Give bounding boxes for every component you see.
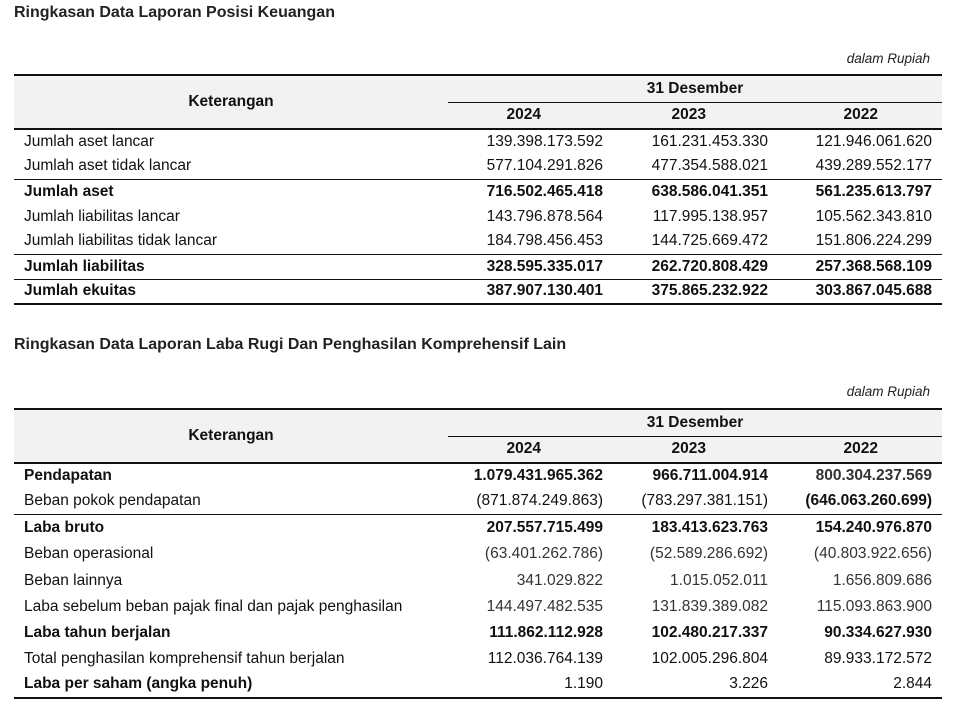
table-row bbox=[14, 489, 942, 515]
cell-value: 2.844 bbox=[778, 672, 942, 698]
cell-value: 375.865.232.922 bbox=[613, 279, 778, 304]
row-label: Laba bruto bbox=[14, 515, 448, 541]
financial-position-table bbox=[14, 74, 942, 305]
row-label: Beban pokok pendapatan bbox=[24, 492, 201, 510]
profit-loss-table bbox=[14, 408, 942, 699]
row-label: Laba per saham (angka penuh) bbox=[14, 672, 448, 698]
cell-value: 966.711.004.914 bbox=[652, 467, 768, 485]
cell-value: 90.334.627.930 bbox=[824, 624, 932, 642]
cell-value: 341.029.822 bbox=[516, 571, 603, 589]
cell-value: 102.005.296.804 bbox=[651, 649, 768, 667]
cell-value: 303.867.045.688 bbox=[778, 279, 942, 304]
cell-value: (40.803.922.656) bbox=[813, 544, 932, 562]
header-year-2023: 2023 bbox=[613, 436, 778, 463]
row-label: Pendapatan bbox=[24, 467, 112, 485]
cell-value: (646.063.260.699) bbox=[805, 492, 932, 510]
cell-value: 257.368.568.109 bbox=[778, 254, 942, 279]
row-label: Jumlah liabilitas tidak lancar bbox=[24, 232, 217, 250]
cell-value: 716.502.465.418 bbox=[448, 179, 613, 204]
section2-title: Ringkasan Data Laporan Laba Rugi Dan Penghasilan Komprehensif Lain bbox=[14, 336, 567, 353]
cell-value: 112.036.764.139 bbox=[487, 649, 603, 667]
row-label: Laba tahun berjalan bbox=[24, 624, 171, 642]
cell-value: 184.798.456.453 bbox=[486, 232, 603, 250]
cell-value: (871.874.249.863) bbox=[476, 492, 603, 510]
cell-value: 115.093.863.900 bbox=[816, 598, 932, 616]
cell-value: 131.839.389.082 bbox=[651, 598, 768, 616]
cell-value: 139.398.173.592 bbox=[486, 133, 603, 150]
cell-value: 144.725.669.472 bbox=[651, 232, 768, 250]
row-label: Jumlah ekuitas bbox=[14, 279, 448, 304]
cell-value: 3.226 bbox=[613, 672, 778, 698]
cell-value: 387.907.130.401 bbox=[448, 279, 613, 304]
section1-title: Ringkasan Data Laporan Posisi Keuangan bbox=[14, 4, 335, 21]
table-row bbox=[14, 179, 942, 204]
row-label: Jumlah aset lancar bbox=[24, 133, 155, 150]
cell-value: 262.720.808.429 bbox=[613, 254, 778, 279]
header-year-2022: 2022 bbox=[778, 436, 942, 463]
header-period: 31 Desember bbox=[448, 409, 942, 436]
cell-value: 1.190 bbox=[448, 672, 613, 698]
table-row bbox=[14, 279, 942, 304]
cell-value: 151.806.224.299 bbox=[815, 232, 932, 250]
row-label: Jumlah aset tidak lancar bbox=[24, 157, 192, 175]
cell-value: 89.933.172.572 bbox=[824, 649, 932, 667]
table-row bbox=[14, 154, 942, 179]
header-year-2023: 2023 bbox=[613, 102, 778, 129]
header-keterangan: Keterangan bbox=[14, 75, 448, 129]
section1-unit: dalam Rupiah bbox=[846, 51, 930, 66]
cell-value: 439.289.552.177 bbox=[815, 157, 932, 175]
table-row bbox=[14, 254, 942, 279]
header-year-2022: 2022 bbox=[778, 102, 942, 129]
row-label: Beban operasional bbox=[24, 544, 154, 562]
cell-value: 161.231.453.330 bbox=[651, 133, 768, 150]
cell-value: 477.354.588.021 bbox=[651, 157, 768, 175]
header-period: 31 Desember bbox=[448, 75, 942, 102]
table-row bbox=[14, 672, 942, 698]
table-row bbox=[14, 515, 942, 541]
cell-value: 1.015.052.011 bbox=[670, 571, 768, 589]
table-row bbox=[14, 463, 942, 489]
cell-value: 800.304.237.569 bbox=[815, 467, 932, 485]
cell-value: 577.104.291.826 bbox=[486, 157, 603, 175]
table-row bbox=[14, 567, 942, 594]
cell-value: 143.796.878.564 bbox=[486, 207, 603, 225]
cell-value: 144.497.482.535 bbox=[486, 598, 603, 616]
table-row bbox=[14, 204, 942, 229]
header-keterangan: Keterangan bbox=[14, 409, 448, 463]
header-year-2024: 2024 bbox=[448, 436, 613, 463]
table-row bbox=[14, 129, 942, 154]
row-label: Laba sebelum beban pajak final dan pajak penghasilan bbox=[24, 598, 403, 616]
cell-value: (52.589.286.692) bbox=[649, 544, 768, 562]
table-row bbox=[14, 620, 942, 646]
cell-value: 102.480.217.337 bbox=[651, 624, 768, 642]
row-label: Total penghasilan komprehensif tahun berjalan bbox=[24, 649, 345, 667]
cell-value: (63.401.262.786) bbox=[484, 544, 603, 562]
cell-value: 183.413.623.763 bbox=[613, 515, 778, 541]
cell-value: 121.946.061.620 bbox=[815, 133, 932, 150]
cell-value: 105.562.343.810 bbox=[815, 207, 932, 225]
cell-value: 561.235.613.797 bbox=[778, 179, 942, 204]
cell-value: 328.595.335.017 bbox=[448, 254, 613, 279]
row-label: Jumlah aset bbox=[14, 179, 448, 204]
cell-value: 154.240.976.870 bbox=[778, 515, 942, 541]
table-row bbox=[14, 646, 942, 672]
header-year-2024: 2024 bbox=[448, 102, 613, 129]
table-row bbox=[14, 540, 942, 567]
cell-value: 1.656.809.686 bbox=[832, 571, 932, 589]
section2-unit: dalam Rupiah bbox=[846, 384, 930, 399]
cell-value: (783.297.381.151) bbox=[641, 492, 768, 510]
row-label: Beban lainnya bbox=[24, 571, 123, 589]
cell-value: 117.995.138.957 bbox=[652, 207, 768, 225]
cell-value: 111.862.112.928 bbox=[489, 624, 603, 642]
table-row bbox=[14, 229, 942, 254]
table-row bbox=[14, 594, 942, 620]
row-label: Jumlah liabilitas lancar bbox=[24, 207, 180, 225]
cell-value: 1.079.431.965.362 bbox=[473, 467, 603, 485]
cell-value: 638.586.041.351 bbox=[613, 179, 778, 204]
row-label: Jumlah liabilitas bbox=[14, 254, 448, 279]
cell-value: 207.557.715.499 bbox=[448, 515, 613, 541]
